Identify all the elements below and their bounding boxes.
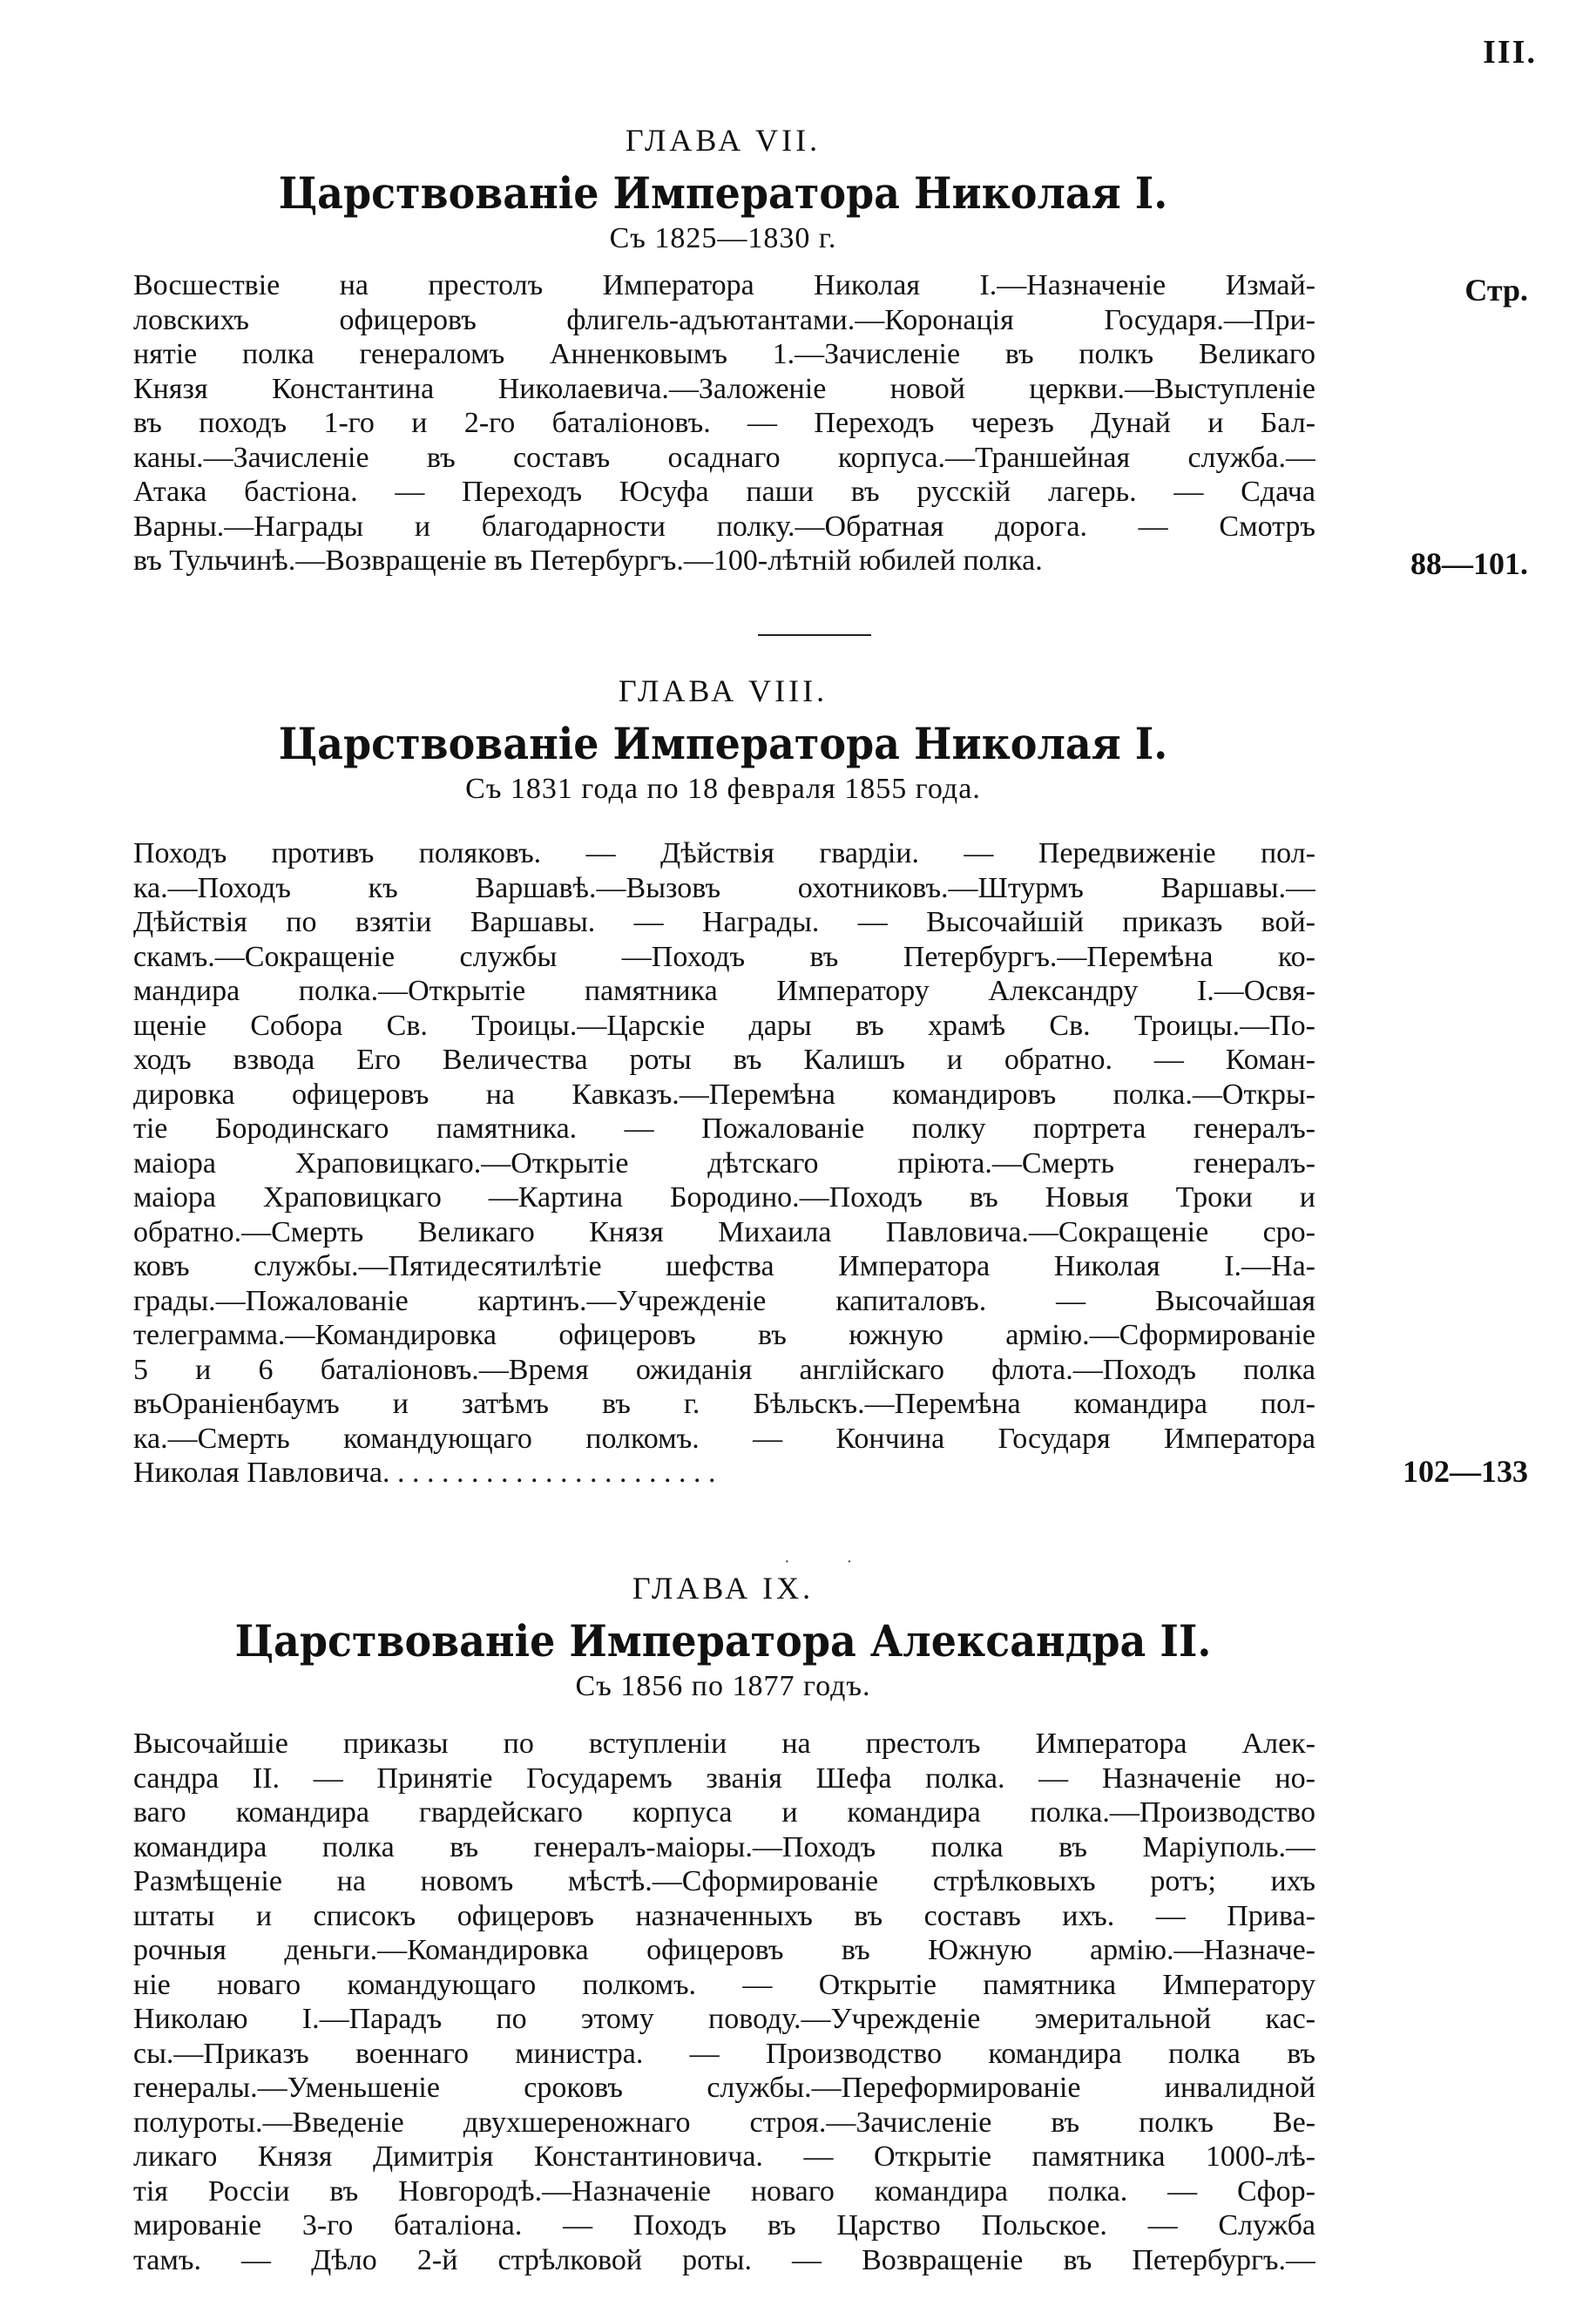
summary-line: 5 и 6 баталіоновъ.—Время ожиданія англійскаго флота.—Походъ полка: [133, 1353, 1315, 1386]
summary-line: щеніе Собора Св. Троицы.—Царскіе дары въ храмѣ Св. Троицы.—По-: [133, 1009, 1315, 1042]
summary-line: телеграмма.—Командировка офицеровъ въ южную армію.—Сформированіе: [133, 1319, 1315, 1351]
summary-line: тіе Бородинскаго памятника. — Пожалованіе полку портрета генералъ-: [133, 1112, 1315, 1145]
chapter-subtitle: Съ 1856 по 1877 годъ.: [575, 1670, 871, 1702]
chapter-8-pages: 102—133: [1403, 1454, 1528, 1489]
divider: [758, 634, 871, 636]
chapter-title: Царствованіе Императора Николая I.: [278, 718, 1168, 769]
summary-line: Высочайшіе приказы по вступленіи на престолъ Императора Алек-: [133, 1728, 1315, 1760]
chapter-subtitle: Съ 1831 года по 18 февраля 1855 года.: [465, 773, 981, 805]
chapter-title: Царствованіе Императора Александра II.: [234, 1615, 1212, 1667]
summary-line: Князя Константина Николаевича.—Заложеніе новой церкви.—Выступленіе: [133, 372, 1315, 405]
chapter-subtitle: Съ 1825—1830 г.: [609, 222, 837, 254]
summary-line: ловскихъ офицеровъ флигель-адъютантами.—Коронація Государя.—При-: [133, 303, 1315, 336]
summary-line: сы.—Приказъ военнаго министра. — Производство командира полка въ: [133, 2037, 1315, 2070]
summary-line: тамъ. — Дѣло 2-й стрѣлковой роты. — Возвращеніе въ Петербургъ.—: [133, 2243, 1315, 2276]
summary-line: маіора Храповицкаго —Картина Бородино.—Походъ въ Новыя Троки и: [133, 1181, 1315, 1214]
summary-line: ликаго Князя Димитрія Константиновича. — Открытіе памятника 1000-лѣ-: [133, 2140, 1315, 2173]
summary-line: ваго командира гвардейскаго корпуса и командира полка.—Производство: [133, 1796, 1315, 1829]
chapter-7-summary: [133, 268, 1315, 578]
summary-line: Атака бастіона. — Переходъ Юсуфа паши въ русскій лагерь. — Сдача: [133, 476, 1315, 508]
chapter-9-heading: [0, 1570, 1446, 1703]
summary-line: сандра II. — Принятіе Государемъ званія Шефа полка. — Назначеніе но-: [133, 1761, 1315, 1795]
page-number: III.: [1483, 34, 1537, 71]
summary-line: командира полка въ генералъ-маіоры.—Походъ полка въ Маріуполь.—: [133, 1830, 1315, 1863]
summary-line: ніе новаго командующаго полкомъ. — Открытіе памятника Императору: [133, 1968, 1315, 2001]
summary-line: Походъ противъ поляковъ. — Дѣйствія гвардіи. — Передвиженіе пол-: [133, 837, 1315, 869]
summary-line: штаты и списокъ офицеровъ назначенныхъ въ составъ ихъ. — Прива-: [133, 1899, 1315, 1932]
summary-line: въОраніенбаумъ и затѣмъ въ г. Бѣльскъ.—Перемѣна командира пол-: [133, 1388, 1315, 1420]
chapter-7-heading: [0, 122, 1446, 255]
chapter-label: ГЛАВА VIII.: [618, 673, 828, 708]
summary-line: Размѣщеніе на новомъ мѣстѣ.—Сформированіе стрѣлковыхъ ротъ; ихъ: [133, 1865, 1315, 1897]
chapter-9-summary: [133, 1727, 1315, 2277]
summary-line: ковъ службы.—Пятидесятилѣтіе шефства Императора Николая I.—На-: [133, 1250, 1315, 1282]
summary-line: Николаю I.—Парадъ по этому поводу.—Учрежденіе эмеритальной кас-: [133, 2003, 1315, 2035]
summary-line: каны.—Зачисленіе въ составъ осаднаго корпуса.—Траншейная служба.—: [133, 441, 1315, 474]
summary-line: Варны.—Награды и благодарности полку.—Обратная дорога. — Смотръ: [133, 510, 1315, 543]
summary-line: полуроты.—Введеніе двухшереножнаго строя.—Зачисленіе въ полкъ Ве-: [133, 2106, 1315, 2139]
summary-line: маіора Храповицкаго.—Открытіе дѣтскаго пріюта.—Смерть генералъ-: [133, 1146, 1315, 1180]
summary-line: ходъ взвода Его Величества роты въ Калишъ и обратно. — Коман-: [133, 1044, 1315, 1076]
summary-line: въ Тульчинѣ.—Возвращеніе въ Петербургъ.—100-лѣтній юбилей полка.: [133, 544, 1043, 577]
summary-line: нятіе полка генераломъ Анненковымъ 1.—Зачисленіе въ полкъ Великаго: [133, 338, 1315, 370]
chapter-label: ГЛАВА VII.: [625, 123, 822, 158]
summary-line: мированіе 3-го баталіона. — Походъ въ Царство Польское. — Служба: [133, 2209, 1315, 2242]
divider: · ·: [784, 1552, 879, 1572]
summary-line: обратно.—Смерть Великаго Князя Михаила Павловича.—Сокращеніе сро-: [133, 1215, 1315, 1248]
summary-line: скамъ.—Сокращеніе службы —Походъ въ Петербургъ.—Перемѣна ко-: [133, 940, 1315, 973]
page-column-label: Стр.: [1464, 273, 1528, 308]
summary-line: Николая Павловича. . . . . . . . . . . . . . . . . . . . . . .: [133, 1457, 716, 1489]
summary-line: рочныя деньги.—Командировка офицеровъ въ Южную армію.—Назначе-: [133, 1934, 1315, 1966]
summary-line: мандира полка.—Открытіе памятника Императору Александру I.—Освя-: [133, 975, 1315, 1007]
summary-line: ка.—Смерть командующаго полкомъ. — Кончина Государя Императора: [133, 1422, 1315, 1455]
chapter-title: Царствованіе Императора Николая I.: [278, 167, 1168, 219]
summary-line: Дѣйствія по взятіи Варшавы. — Награды. — Высочайшій приказъ вой-: [133, 906, 1315, 938]
summary-line: ка.—Походъ къ Варшавѣ.—Вызовъ охотниковъ.—Штурмъ Варшавы.—: [133, 871, 1315, 904]
chapter-label: ГЛАВА IX.: [632, 1571, 815, 1606]
summary-line: дировка офицеровъ на Кавказъ.—Перемѣна командировъ полка.—Откры-: [133, 1078, 1315, 1111]
summary-line: грады.—Пожалованіе картинъ.—Учрежденіе капиталовъ. — Высочайшая: [133, 1284, 1315, 1317]
summary-line: генералы.—Уменьшеніе сроковъ службы.—Переформированіе инвалидной: [133, 2072, 1315, 2104]
chapter-7-pages: 88—101.: [1410, 546, 1528, 581]
summary-line: въ походъ 1-го и 2-го баталіоновъ. — Переходъ черезъ Дунай и Бал-: [133, 407, 1315, 439]
summary-line: тія Россіи въ Новгородѣ.—Назначеніе новаго командира полка. — Сфор-: [133, 2174, 1315, 2208]
summary-line: Восшествіе на престолъ Императора Николая I.—Назначеніе Измай-: [133, 269, 1315, 301]
chapter-8-summary: [133, 836, 1315, 1491]
chapter-8-heading: [0, 673, 1446, 806]
